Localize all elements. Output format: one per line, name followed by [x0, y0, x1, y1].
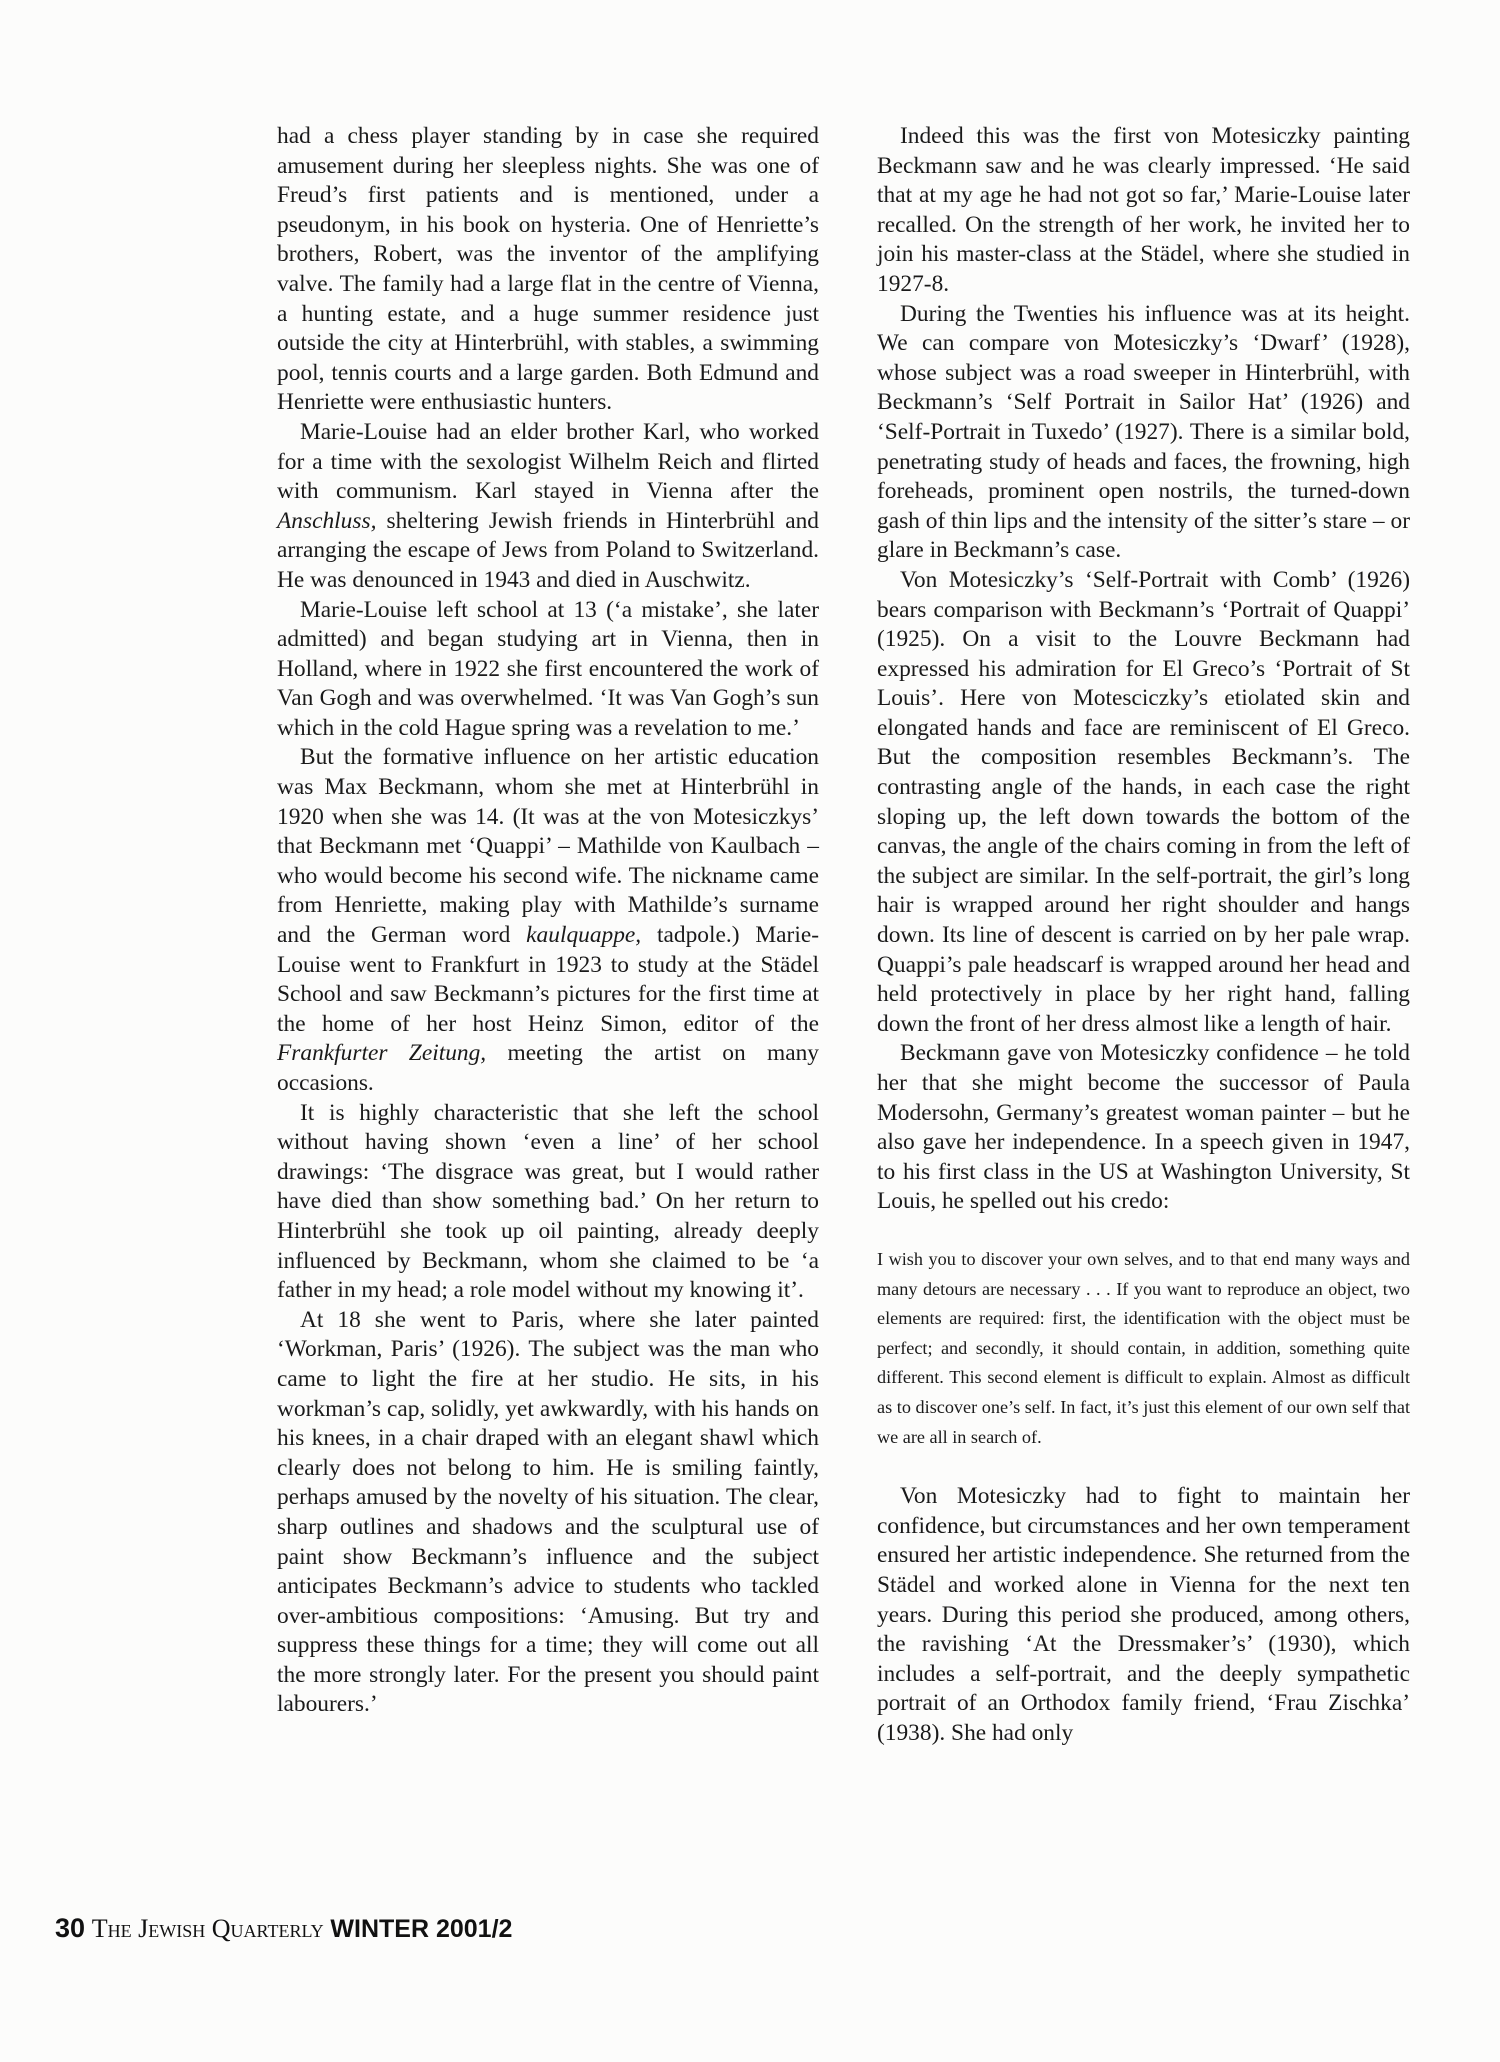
italic-newspaper-title: Frankfurter Zeitung, [277, 1040, 487, 1067]
paragraph-text: meeting the artist on many occasions. [277, 1040, 819, 1096]
paragraph: had a chess player standing by in case she required amusement during her sleepless nights. She was one of Freud’s first patients and is mentioned, under a pseudonym, in his book on hysteria. One of Henriette’s brothers, Robert, was the inventor of the amplifying valve. The family had a large flat in the centre of Vienna, a hunting estate, and a huge summer residence just outside the city at Hinterbrühl, with stables, a swimming pool, tennis courts and a large garden. Both Edmund and Henriette were enthusiastic hunters. [277, 123, 819, 416]
paragraph: Von Motesiczky’s ‘Self-Portrait with Comb’ (1926) bears comparison with Beckmann’s ‘Portrait of Quappi’ (1925). On a visit to the Louvre Beckmann had expressed his admiration for El Greco’s ‘Portrait of St Louis’. Here von Motesciczky’s etiolated skin and elongated hands and face are reminiscent of El Greco. But the composition resembles Beckmann’s. The contrasting angle of the hands, in each case the right sloping up, the left down towards the bottom of the canvas, the angle of the chairs coming in from the left of the subject are similar. In the self-portrait, the girl’s long hair is wrapped around her right shoulder and hangs down. Its line of descent is carried on by her pale wrap. Quappi’s pale headscarf is wrapped around her head and held protectively in place by her right hand, falling down the front of her dress almost like a length of hair. [877, 566, 1410, 1037]
paragraph [277, 418, 819, 596]
right-column [877, 122, 1410, 1748]
paragraph: During the Twenties his influence was at its height. We can compare von Motesiczky’s ‘Dwarf’ (1928), whose subject was a road sweeper in Hinterbrühl, with Beckmann’s ‘Self Portrait in Sailor Hat’ (1926) and ‘Self-Portrait in Tuxedo’ (1927). There is a similar bold, penetrating study of heads and faces, the frowning, high foreheads, prominent open nostrils, the turned-down gash of thin lips and the intensity of the sitter’s stare – or glare in Beckmann’s case. [877, 300, 1410, 564]
magazine-title: The Jewish Quarterly [91, 1914, 324, 1943]
page-number: 30 [55, 1913, 86, 1943]
paragraph: It is highly characteristic that she left the school without having shown ‘even a line’ of her school drawings: ‘The disgrace was great, but I would rather have died than show something bad.’ On her return to Hinterbrühl she took up oil painting, already deeply influenced by Beckmann, whom she claimed to be ‘a father in my head; a role model without my knowing it’. [277, 1099, 819, 1304]
paragraph-text: tadpole.) Marie-Louise went to Frankfurt in 1923 to study at the Städel School and saw Beckmann’s pictures for the first time at the home of her host Heinz Simon, editor of the [277, 922, 819, 1037]
paragraph-text: sheltering Jewish friends in Hinterbrühl and arranging the escape of Jews from Poland to Switzerland. He was denounced in 1943 and died in Auschwitz. [277, 507, 819, 593]
issue-label: WINTER 2001/2 [330, 1915, 513, 1943]
page-footer [55, 1913, 512, 1944]
paragraph: Von Motesiczky had to fight to maintain her confidence, but circumstances and her own temperament ensured her artistic independence. She returned from the Städel and worked alone in Vienna for the next ten years. During this period she produced, among others, the ravishing ‘At the Dressmaker’s’ (1930), which includes a self-portrait, and the deeply sympathetic portrait of an Orthodox family friend, ‘Frau Zischka’ (1938). She had only [877, 1483, 1410, 1746]
left-column [277, 122, 819, 1720]
paragraph-text: But the formative influence on her artistic education was Max Beckmann, whom she met at Hinterbrühl in 1920 when she was 14. (It was at the von Motesiczkys’ that Beckmann met ‘Quappi’ – Mathilde von Kaulbach – who would become his second wife. The nickname came from Henriette, making play with Mathilde’s surname and the German word [277, 744, 819, 949]
paragraph: Marie-Louise left school at 13 (‘a mistake’, she later admitted) and began studying art in Vienna, then in Holland, where in 1922 she first encountered the work of Van Gogh and was overwhelmed. ‘It was Van Gogh’s sun which in the cold Hague spring was a revelation to me.’ [277, 596, 819, 741]
italic-term: Anschluss, [277, 507, 377, 534]
paragraph: Indeed this was the first von Motesiczky painting Beckmann saw and he was clearly impressed. ‘He said that at my age he had not got so far,’ Marie-Louise later recalled. On the strength of her work, he invited her to join his master-class at the Städel, where she studied in 1927-8. [877, 123, 1410, 297]
paragraph-text: Marie-Louise had an elder brother Karl, who worked for a time with the sexologist Wilhelm Reich and flirted with communism. Karl stayed in Vienna after the [277, 418, 819, 505]
quote-text: I wish you to discover your own selves, and to that end many ways and many detours are necessary . . . If you want to reproduce an object, two elements are required: first, the identification with the object must be perfect; and secondly, it should contain, in addition, something quite different. This second element is difficult to explain. Almost as difficult as to discover one’s self. In fact, it’s just this element of our own self that we are all in search of. [877, 1248, 1410, 1447]
paragraph: Beckmann gave von Motesiczky confidence – he told her that she might become the successor of Paula Modersohn, Germany’s greatest woman painter – but he also gave her independence. In a speech given in 1947, to his first class in the US at Washington University, St Louis, he spelled out his credo: [877, 1040, 1410, 1215]
paragraph [277, 743, 819, 1098]
italic-term: kaulquappe, [526, 922, 642, 949]
block-quote [877, 1245, 1410, 1452]
paragraph: At 18 she went to Paris, where she later painted ‘Workman, Paris’ (1926). The subject was the man who came to light the fire at her studio. He sits, in his workman’s cap, solidly, yet awkwardly, with his hands on his knees, in a chair draped with an elegant shawl which clearly does not belong to him. He is smiling faintly, perhaps amused by the novelty of his situation. The clear, sharp outlines and shadows and the sculptural use of paint show Beckmann’s influence and the subject anticipates Beckmann’s advice to students who tackled over-ambitious compositions: ‘Amusing. But try and suppress these things for a time; they will come out all the more strongly later. For the present you should paint labourers.’ [277, 1306, 819, 1718]
